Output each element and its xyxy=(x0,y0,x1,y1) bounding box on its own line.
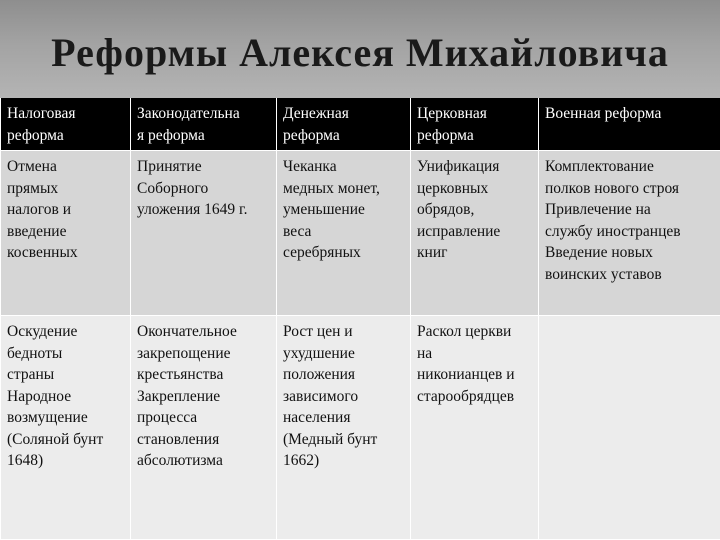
page-title: Реформы Алексея Михайловича xyxy=(51,29,669,75)
table-cell: Чеканка медных монет, уменьшение веса серебряных xyxy=(277,151,411,316)
table-cell: Принятие Соборного уложения 1649 г. xyxy=(131,151,277,316)
header-military-reform: Военная реформа xyxy=(539,98,720,151)
header-church-reform: Церковная реформа xyxy=(411,98,539,151)
header-tax-reform: Налоговая реформа xyxy=(1,98,131,151)
table-cell: Унификация церковных обрядов, исправление книг xyxy=(411,151,539,316)
table-cell: Рост цен и ухудшение положения зависимого населения (Медный бунт 1662) xyxy=(277,316,411,540)
table-cell: Раскол церкви на никонианцев и старообрядцев xyxy=(411,316,539,540)
table-header-row xyxy=(1,98,720,151)
header-legislative-reform: Законодательна я реформа xyxy=(131,98,277,151)
table-cell xyxy=(539,316,720,540)
table-row-consequences xyxy=(1,316,720,540)
table-cell: Комплектование полков нового строя Привлечение на службу иностранцев Введение новых воинских уставов xyxy=(539,151,720,316)
reforms-table xyxy=(0,98,720,540)
table-cell: Оскудение бедноты страны Народное возмущение (Соляной бунт 1648) xyxy=(1,316,131,540)
table-row-measures xyxy=(1,151,720,316)
title-bar xyxy=(0,0,720,98)
table-cell: Окончательное закрепощение крестьянства Закрепление процесса становления абсолютизма xyxy=(131,316,277,540)
table-cell: Отмена прямых налогов и введение косвенных xyxy=(1,151,131,316)
header-monetary-reform: Денежная реформа xyxy=(277,98,411,151)
